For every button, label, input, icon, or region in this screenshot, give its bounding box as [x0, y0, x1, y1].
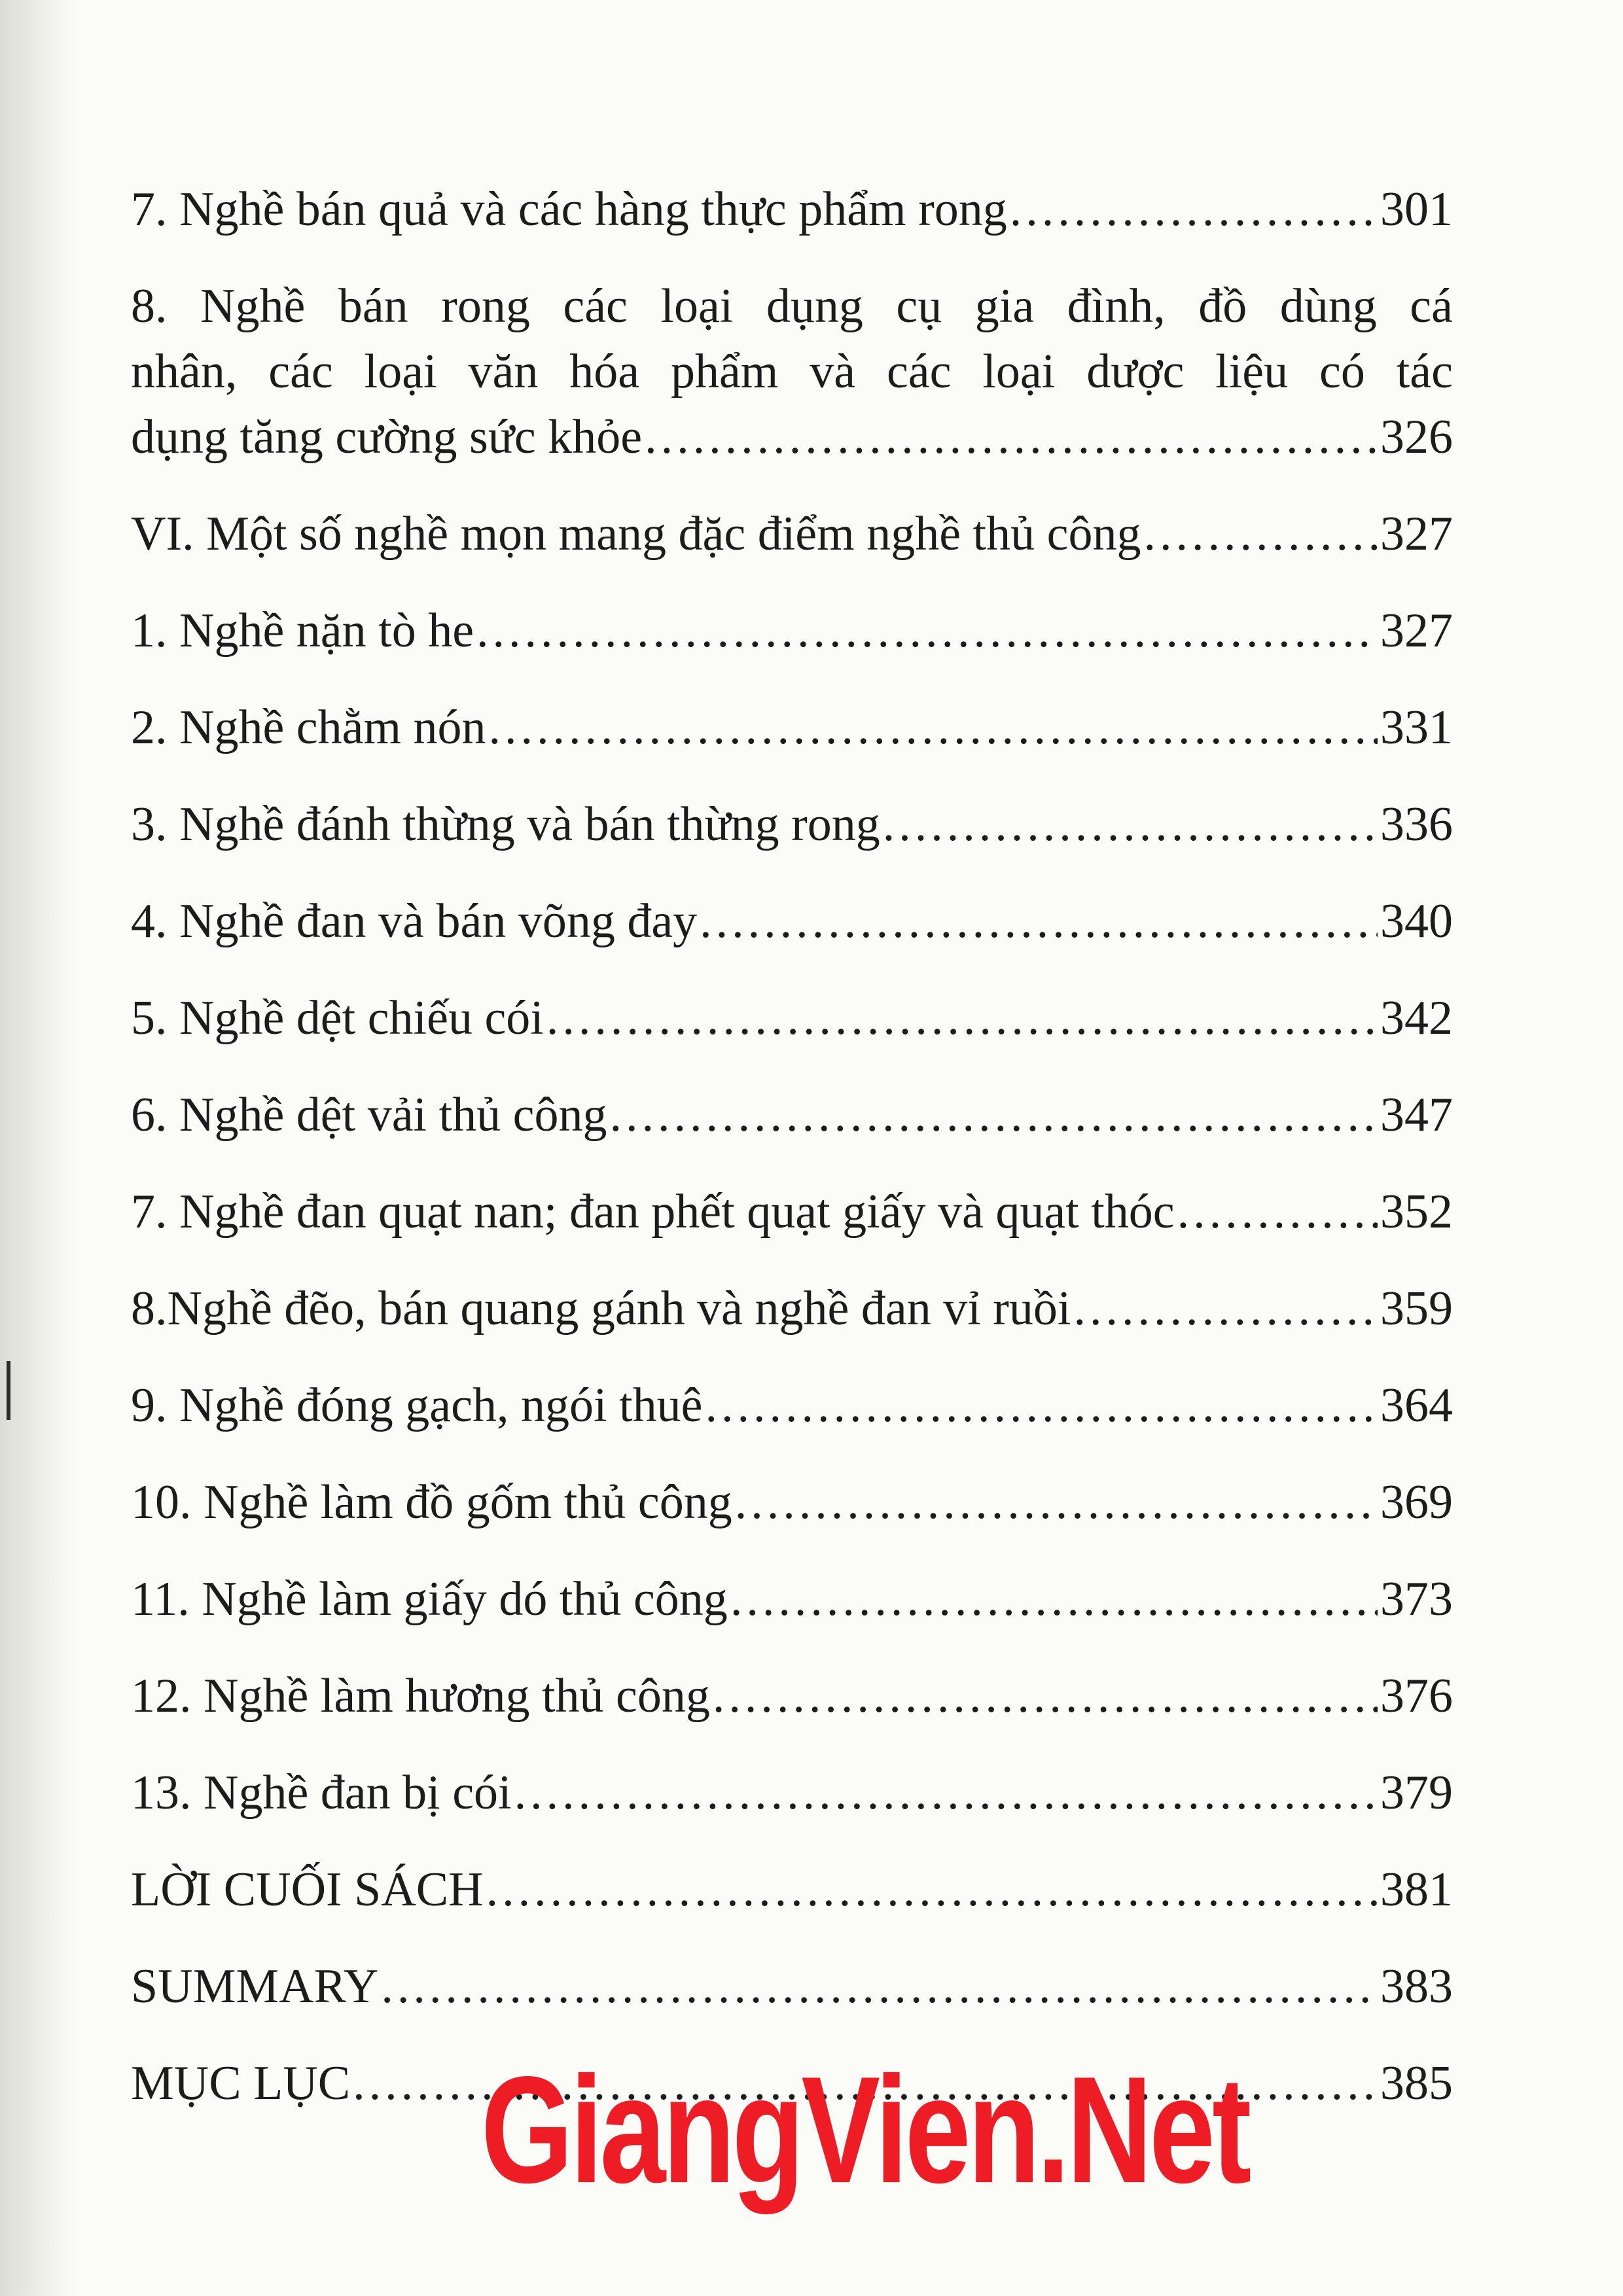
toc-entry-page: 364 [1380, 1379, 1453, 1432]
toc-entry-title: 8.Nghề đẽo, bán quang gánh và nghề đan vỉ ruồi [131, 1282, 1071, 1335]
dot-leader [645, 404, 1378, 470]
dot-leader [1010, 177, 1378, 242]
toc-entry [131, 1082, 1453, 1148]
dot-leader [1073, 1276, 1378, 1341]
toc-entry-title: dụng tăng cường sức khỏe [131, 410, 643, 464]
dot-leader [514, 1760, 1378, 1826]
toc-entry-page: 340 [1380, 894, 1453, 948]
toc-entry-title: 5. Nghề dệt chiếu cói [131, 991, 544, 1045]
toc-entry [131, 889, 1453, 954]
toc-entry [131, 985, 1453, 1051]
toc-entry-page: 359 [1380, 1282, 1453, 1335]
page-edge-mark [7, 1361, 10, 1420]
toc-entry [131, 1373, 1453, 1438]
toc-entry-title: 3. Nghề đánh thừng và bán thừng rong [131, 798, 880, 851]
toc-entry-page: 336 [1380, 798, 1453, 851]
toc-entry-page: 376 [1380, 1669, 1453, 1723]
dot-leader [1177, 1179, 1378, 1245]
toc-entry [131, 1760, 1453, 1826]
toc-entry-title: 10. Nghề làm đồ gốm thủ công [131, 1475, 732, 1529]
dot-leader [883, 792, 1378, 857]
toc-entry-page: 381 [1380, 1863, 1453, 1916]
toc-entry-page: 385 [1380, 2057, 1453, 2110]
dot-leader [735, 1470, 1378, 1535]
toc-entry [131, 1179, 1453, 1245]
toc-entry-title: SUMMARY [131, 1960, 379, 2013]
toc-entry-page: 342 [1380, 991, 1453, 1045]
toc-entry-title-line: 8. Nghề bán rong các loại dụng cụ gia đình, đồ dùng cá [131, 279, 1453, 333]
toc-entry [131, 792, 1453, 857]
toc-entry [131, 177, 1453, 242]
dot-leader [476, 598, 1378, 663]
toc-entry [131, 274, 1453, 470]
dot-leader [486, 1857, 1378, 1922]
toc-entry-page: 326 [1380, 410, 1453, 464]
toc-entry-page: 327 [1380, 604, 1453, 658]
toc-entry [131, 598, 1453, 663]
toc-entry-title: 11. Nghề làm giấy dó thủ công [131, 1572, 728, 1626]
binding-shadow [0, 0, 79, 2296]
table-of-contents [131, 177, 1453, 2147]
toc-entry-title-line: nhân, các loại văn hóa phẩm và các loại dược liệu có tác [131, 345, 1453, 398]
toc-entry-title: 7. Nghề bán quả và các hàng thực phẩm rong [131, 183, 1007, 236]
toc-entry [131, 1663, 1453, 1729]
toc-entry-page: 369 [1380, 1475, 1453, 1529]
toc-entry-title: 1. Nghề nặn tò he [131, 604, 474, 658]
dot-leader [700, 889, 1378, 954]
toc-entry-title: 12. Nghề làm hương thủ công [131, 1669, 710, 1723]
toc-entry-title: 2. Nghề chằm nón [131, 701, 486, 754]
dot-leader [705, 1373, 1378, 1438]
toc-entry-title: 9. Nghề đóng gạch, ngói thuê [131, 1379, 703, 1432]
dot-leader [1143, 501, 1378, 567]
toc-entry [131, 501, 1453, 567]
toc-entry [131, 1566, 1453, 1632]
toc-entry [131, 1276, 1453, 1341]
dot-leader [730, 1566, 1378, 1632]
dot-leader [381, 1954, 1378, 2019]
toc-entry-page: 301 [1380, 183, 1453, 236]
toc-entry-title: 6. Nghề dệt vải thủ công [131, 1088, 607, 1142]
toc-entry-page: 373 [1380, 1572, 1453, 1626]
toc-entry-title: LỜI CUỐI SÁCH [131, 1863, 484, 1916]
dot-leader [713, 1663, 1378, 1729]
toc-entry-page: 379 [1380, 1766, 1453, 1820]
toc-entry [131, 1857, 1453, 1922]
toc-entry-title: VI. Một số nghề mọn mang đặc điểm nghề thủ công [131, 507, 1141, 561]
dot-leader [610, 1082, 1378, 1148]
toc-entry-page: 331 [1380, 701, 1453, 754]
toc-entry-page: 347 [1380, 1088, 1453, 1142]
toc-entry-title: 13. Nghề đan bị cói [131, 1766, 512, 1820]
dot-leader [546, 985, 1378, 1051]
toc-entry-title: MỤC LỤC [131, 2057, 351, 2110]
toc-entry-page: 327 [1380, 507, 1453, 561]
toc-entry-title: 4. Nghề đan và bán võng đay [131, 894, 698, 948]
toc-entry-page: 352 [1380, 1185, 1453, 1239]
toc-entry [131, 1470, 1453, 1535]
toc-entry-page: 383 [1380, 1960, 1453, 2013]
toc-entry [131, 1954, 1453, 2019]
toc-entry [131, 695, 1453, 760]
watermark-logo: GiangVien.Net [481, 2045, 1249, 2215]
dot-leader [489, 695, 1378, 760]
toc-entry-title: 7. Nghề đan quạt nan; đan phết quạt giấy và quạt thóc [131, 1185, 1175, 1239]
